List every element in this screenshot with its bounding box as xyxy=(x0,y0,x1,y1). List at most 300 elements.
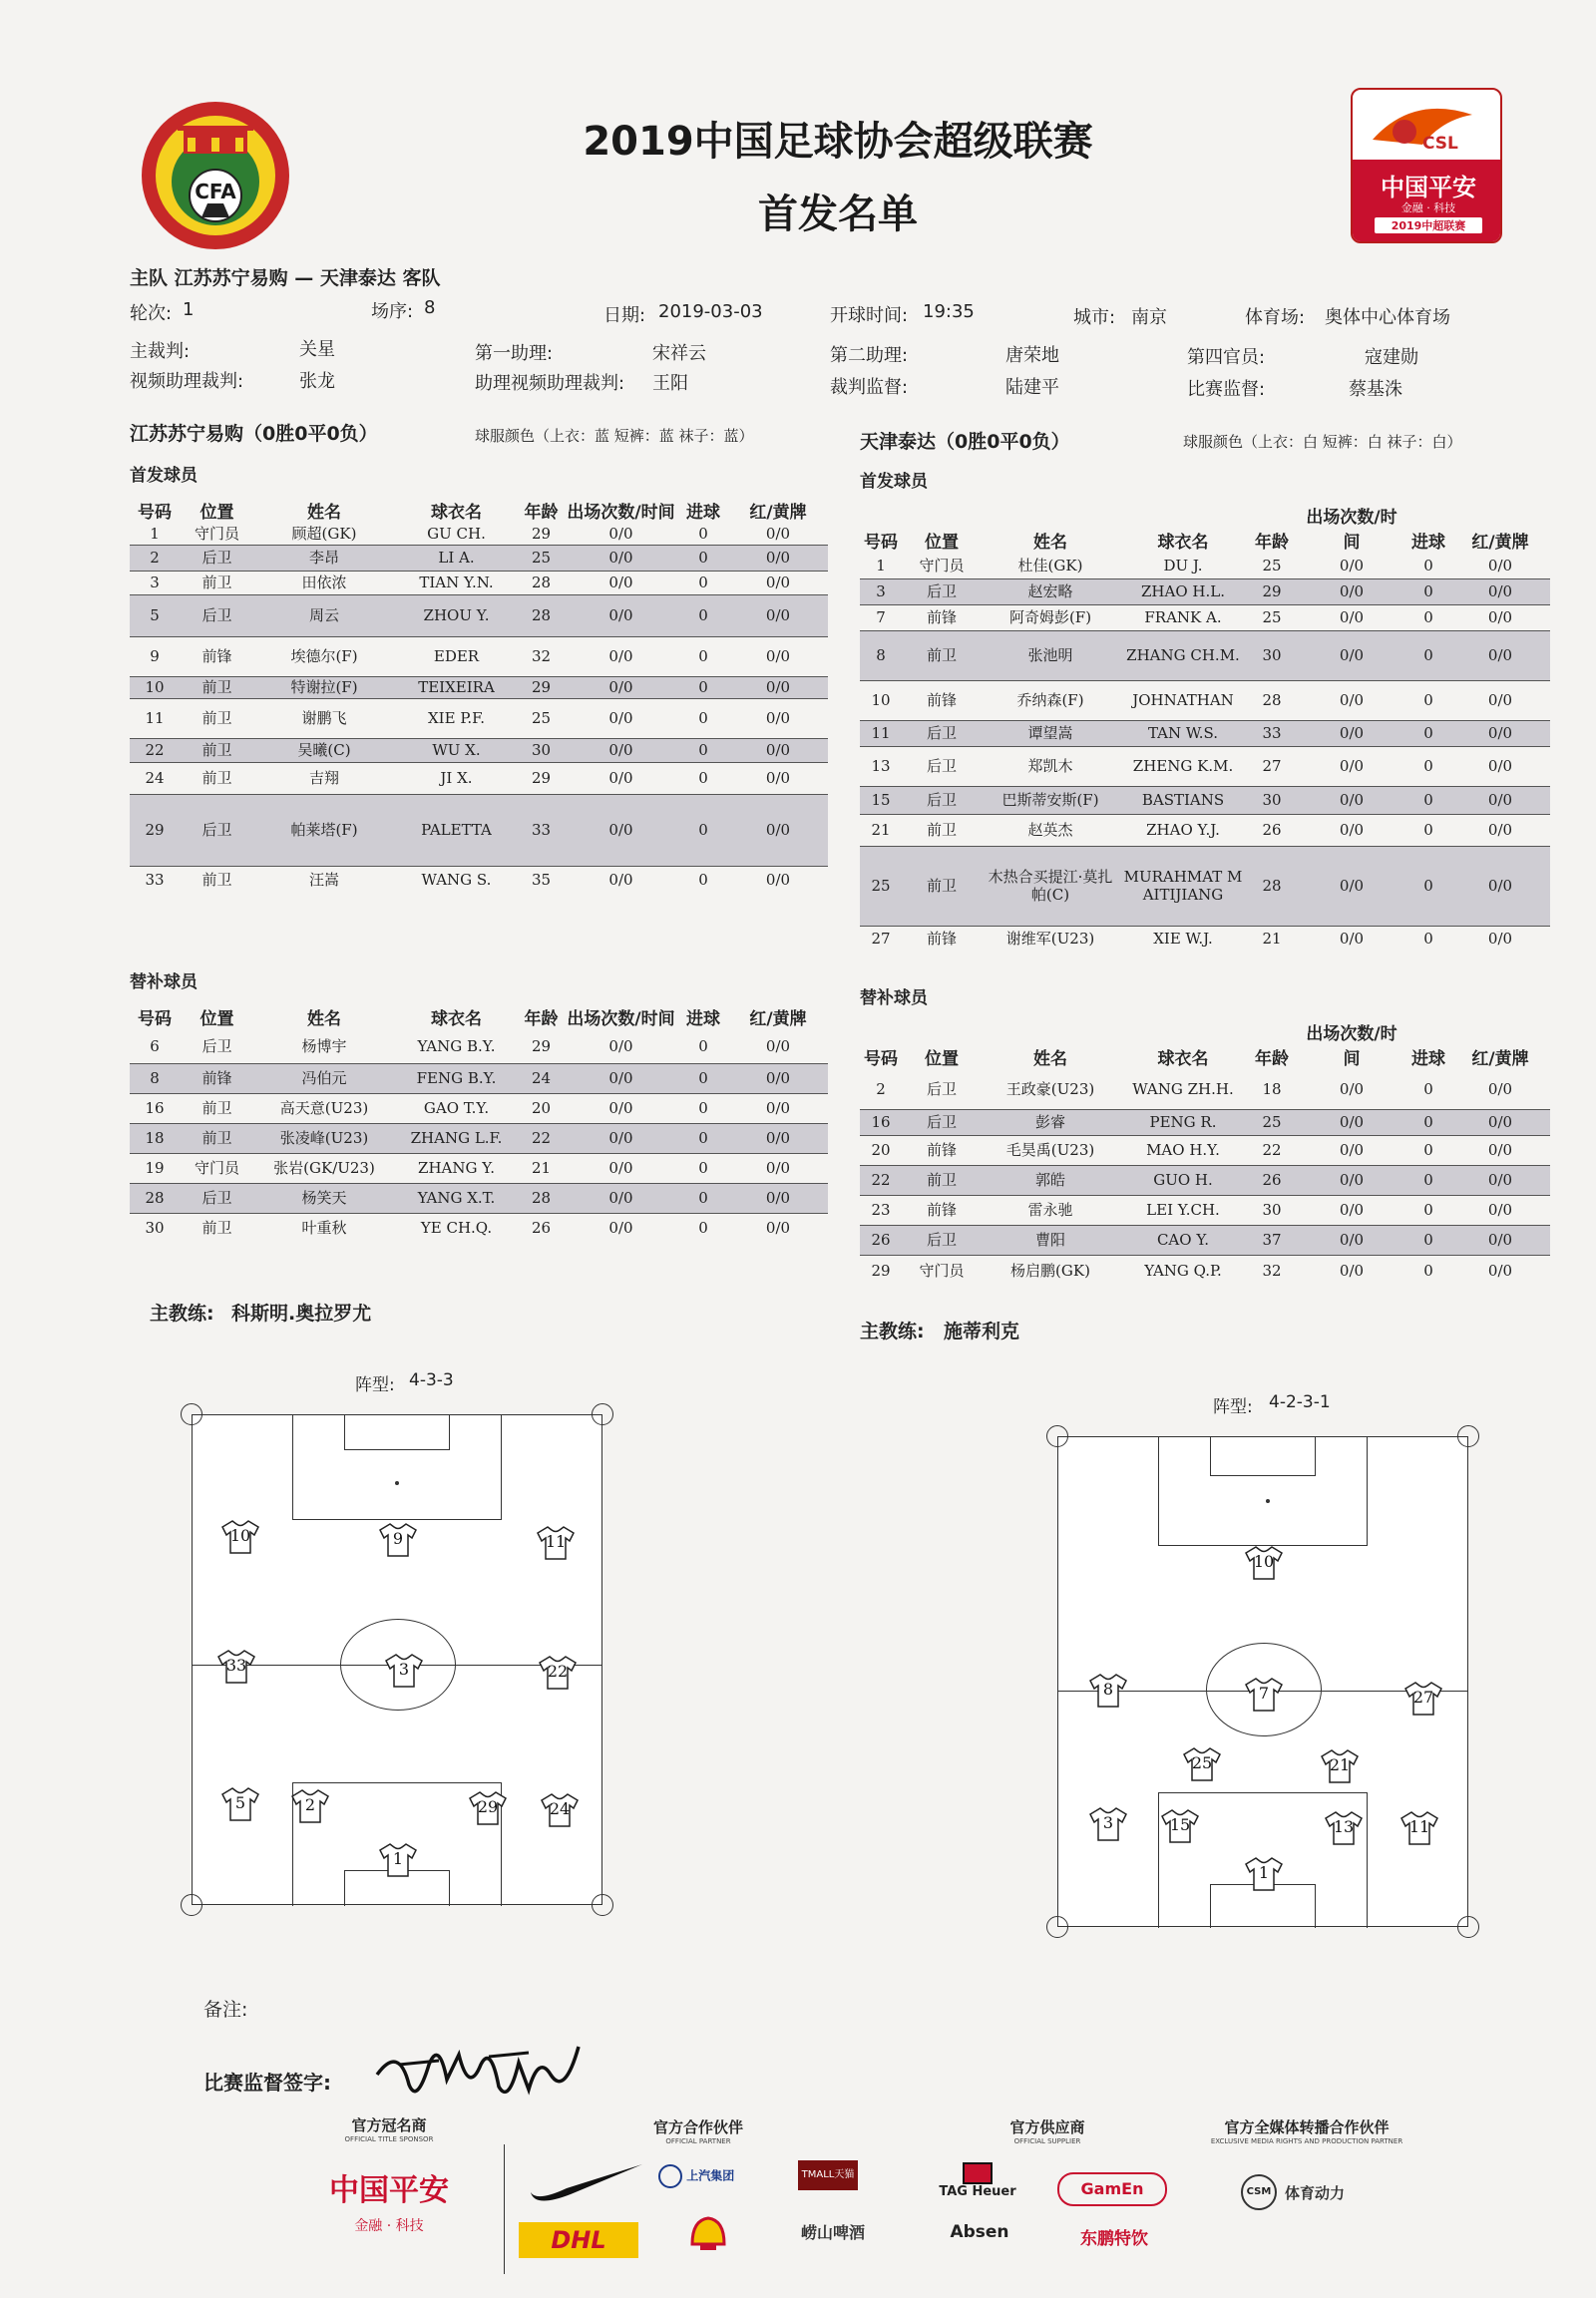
cell-goals: 0 xyxy=(1423,821,1433,839)
cell-goals: 0 xyxy=(678,545,728,571)
cell-name: 杨笑天 xyxy=(254,1183,394,1213)
cell-name: 谢维军(U23) xyxy=(1005,930,1095,949)
kickoff-label: 开球时间: xyxy=(830,305,909,326)
cell-cards: 0/0 xyxy=(1450,1109,1550,1135)
cell-apps: 0/0 xyxy=(564,1183,678,1213)
cell-number: 15 xyxy=(860,786,902,814)
avar-value: 王阳 xyxy=(652,373,688,394)
cell-shirt-name: YANG Q.P. xyxy=(1144,1262,1222,1281)
sponsor-supplier-caption-en: OFFICIAL SUPPLIER xyxy=(1013,2137,1081,2145)
cell-goals: 0 xyxy=(1423,930,1433,949)
cell-position: 前卫 xyxy=(201,769,232,787)
player-shirt-marker xyxy=(536,1525,576,1561)
sponsor-media xyxy=(1187,2116,1426,2145)
cell-cards: 0/0 xyxy=(1487,556,1513,574)
cell-shirt-name: MAO H.Y. xyxy=(1146,1141,1220,1159)
cell-number: 2 xyxy=(876,1079,886,1098)
cell-cards: 0/0 xyxy=(728,1183,828,1213)
laoshan-beer-logo: 崂山啤酒 xyxy=(800,2223,865,2242)
table-row xyxy=(860,720,1550,746)
player-shirt-marker xyxy=(378,1522,418,1558)
cell-cards: 0/0 xyxy=(1450,846,1550,926)
cell-apps: 0/0 xyxy=(564,545,678,571)
cell-goals: 0 xyxy=(1423,1079,1433,1098)
ar1-value: 宋祥云 xyxy=(652,343,706,364)
cell-age: 28 xyxy=(1247,846,1297,926)
referee-label: 主裁判: xyxy=(130,341,191,362)
cell-position: 前锋 xyxy=(926,930,957,949)
cell-number: 24 xyxy=(145,769,165,787)
page-subtitle: 首发名单 xyxy=(758,192,918,237)
page-title: 2019中国足球协会超级联赛 xyxy=(583,119,1093,165)
cell-age: 33 xyxy=(1247,720,1297,746)
cell-number: 16 xyxy=(860,1109,902,1135)
cell-cards: 0/0 xyxy=(1487,1141,1513,1159)
home-coach-name: 科斯明.奥拉罗尤 xyxy=(231,1303,372,1325)
cell-number: 1 xyxy=(876,556,886,574)
cell-shirt-name: XIE P.F. xyxy=(428,709,485,727)
away-kit-colors: 球服颜色（上衣：白 短裤：白 袜子：白） xyxy=(1183,433,1462,451)
cell-shirt-name: MURAHMAT MAITIJIANG xyxy=(1119,846,1247,926)
cell-age: 25 xyxy=(519,545,564,571)
city-label: 城市: xyxy=(1073,307,1116,328)
table-row xyxy=(860,746,1550,786)
cell-position: 前卫 xyxy=(180,676,254,698)
cell-number: 23 xyxy=(871,1201,891,1219)
cell-goals: 0 xyxy=(1406,1225,1450,1255)
tmall-logo: TMALL天猫 xyxy=(798,2160,858,2190)
cell-cards: 0/0 xyxy=(765,1219,791,1238)
cell-number: 3 xyxy=(860,578,902,604)
away-starters-label: 首发球员 xyxy=(860,472,928,492)
cell-apps: 0/0 xyxy=(608,524,633,543)
table-row xyxy=(860,1135,1550,1165)
away-subs-label: 替补球员 xyxy=(860,988,928,1008)
cell-shirt-name: ZHENG K.M. xyxy=(1132,757,1234,775)
ar1-label: 第一助理: xyxy=(475,343,554,364)
table-row xyxy=(860,630,1550,680)
cell-apps: 0/0 xyxy=(608,871,633,890)
col-header-shirt-name: 球衣名 xyxy=(1157,533,1209,553)
cell-cards: 0/0 xyxy=(765,1159,791,1177)
cell-goals: 0 xyxy=(698,1159,708,1177)
cell-cards: 0/0 xyxy=(765,524,791,543)
cell-name: 王政豪(U23) xyxy=(1005,1079,1095,1098)
player-shirt-number: 21 xyxy=(1329,1755,1351,1774)
table-row xyxy=(860,578,1550,604)
table-row xyxy=(130,866,828,894)
home-subs-label: 替补球员 xyxy=(130,972,198,992)
cell-name: 杜佳(GK) xyxy=(1017,556,1083,574)
table-row xyxy=(130,636,828,676)
cell-age: 30 xyxy=(519,738,564,762)
cell-shirt-name: YANG B.Y. xyxy=(417,1036,496,1055)
cell-name: 张岩(GK/U23) xyxy=(273,1159,375,1177)
player-shirt-number: 10 xyxy=(229,1526,251,1545)
cell-goals: 0 xyxy=(1406,1165,1450,1195)
cell-cards: 0/0 xyxy=(1450,786,1550,814)
cell-name: 郭皓 xyxy=(982,1165,1119,1195)
col-header-shirt-name: 球衣名 xyxy=(431,503,482,523)
away-coach-label: 主教练: xyxy=(860,1321,925,1342)
cell-name: 埃德尔(F) xyxy=(290,647,358,665)
home-formation-pitch xyxy=(192,1414,602,1905)
player-shirt-number: 1 xyxy=(392,1849,404,1868)
table-row xyxy=(860,786,1550,814)
tag-heuer-logo xyxy=(938,2162,1017,2199)
stadium-label: 体育场: xyxy=(1245,307,1306,328)
cell-position: 后卫 xyxy=(180,545,254,571)
cell-apps: 0/0 xyxy=(1297,578,1406,604)
away-team-name: 天津泰达（0胜0平0负） xyxy=(860,431,1070,453)
sponsor-partner-caption-en: OFFICIAL PARTNER xyxy=(665,2137,731,2145)
player-shirt-marker xyxy=(290,1788,330,1824)
table-row xyxy=(130,523,828,545)
cell-position: 守门员 xyxy=(919,1262,965,1281)
cell-shirt-name: LEI Y.CH. xyxy=(1146,1201,1220,1219)
cell-position: 前锋 xyxy=(926,1141,957,1159)
cell-goals: 0 xyxy=(1423,1201,1433,1219)
cell-age: 30 xyxy=(1262,1201,1282,1219)
cell-name: 阿奇姆彭(F) xyxy=(1008,608,1092,626)
cell-age: 21 xyxy=(531,1159,552,1177)
cell-number: 10 xyxy=(130,676,180,698)
cell-number: 19 xyxy=(145,1159,165,1177)
cell-number: 11 xyxy=(145,709,165,727)
cell-goals: 0 xyxy=(1423,691,1433,709)
cell-shirt-name: JI X. xyxy=(440,769,473,787)
cell-age: 29 xyxy=(1247,578,1297,604)
cell-cards: 0/0 xyxy=(765,1036,791,1055)
cell-name: 巴斯蒂安斯(F) xyxy=(982,786,1119,814)
nike-swoosh-icon xyxy=(527,2162,646,2202)
cell-position: 后卫 xyxy=(902,578,982,604)
cell-apps: 0/0 xyxy=(1297,630,1406,680)
cell-shirt-name: GU CH. xyxy=(427,524,486,543)
cell-goals: 0 xyxy=(698,769,708,787)
cell-age: 18 xyxy=(1262,1079,1282,1098)
cell-number: 1 xyxy=(150,524,160,543)
csm-logo: CSM xyxy=(1241,2174,1277,2210)
fourth-label: 第四官员: xyxy=(1187,347,1266,368)
cell-cards: 0/0 xyxy=(728,594,828,636)
cell-age: 29 xyxy=(531,769,552,787)
cell-cards: 0/0 xyxy=(728,1063,828,1093)
cell-cards: 0/0 xyxy=(1487,821,1513,839)
cell-name: 张凌峰(U23) xyxy=(254,1123,394,1153)
player-shirt-number: 8 xyxy=(1102,1680,1114,1699)
cell-position: 后卫 xyxy=(180,1183,254,1213)
cell-name: 冯伯元 xyxy=(254,1063,394,1093)
table-row xyxy=(130,1063,828,1093)
sponsor-media-caption: 官方全媒体转播合作伙伴 xyxy=(1224,2118,1390,2136)
cell-cards: 0/0 xyxy=(728,738,828,762)
player-shirt-number: 27 xyxy=(1412,1688,1434,1707)
gamen-logo: GamEn xyxy=(1057,2172,1167,2206)
cell-shirt-name: XIE W.J. xyxy=(1153,930,1213,949)
table-row xyxy=(860,1165,1550,1195)
cell-name: 吴曦(C) xyxy=(254,738,394,762)
cell-age: 29 xyxy=(519,676,564,698)
cell-position: 前卫 xyxy=(201,1219,232,1238)
cell-name: 木热合买提江·莫扎帕(C) xyxy=(982,846,1119,926)
match-line: 主队 江苏苏宁易购 — 天津泰达 客队 xyxy=(130,267,441,289)
cell-name: 杨博宇 xyxy=(301,1036,347,1055)
sponsor-partners xyxy=(519,2116,918,2145)
player-shirt-marker xyxy=(216,1649,256,1685)
cell-shirt-name: ZHAO H.L. xyxy=(1119,578,1247,604)
sponsor-title xyxy=(299,2114,479,2235)
cell-position: 后卫 xyxy=(926,1079,957,1098)
col-header-cards: 红/黄牌 xyxy=(749,1009,807,1029)
cell-position: 后卫 xyxy=(180,594,254,636)
cell-age: 21 xyxy=(1262,930,1282,949)
player-shirt-marker xyxy=(1244,1677,1284,1713)
cell-apps: 0/0 xyxy=(1339,757,1365,775)
cell-position: 前卫 xyxy=(180,738,254,762)
table-row xyxy=(130,794,828,866)
table-row xyxy=(130,1123,828,1153)
cell-name: 田依浓 xyxy=(301,574,347,591)
cell-apps: 0/0 xyxy=(608,1219,633,1238)
csl-badge-brand-sub: 金融 · 科技 xyxy=(1400,201,1456,214)
table-header-row xyxy=(130,1003,828,1029)
cell-shirt-name: BASTIANS xyxy=(1119,786,1247,814)
player-shirt-number: 10 xyxy=(1253,1552,1275,1571)
away-formation-label: 阵型: xyxy=(1213,1397,1253,1417)
cell-shirt-name: PALETTA xyxy=(394,794,519,866)
cell-apps: 0/0 xyxy=(1339,1262,1365,1281)
col-header-goals: 进球 xyxy=(1411,1049,1445,1069)
cell-age: 30 xyxy=(1247,786,1297,814)
pingan-logo-sub: 金融 · 科技 xyxy=(354,2218,424,2234)
cell-position: 前锋 xyxy=(926,1201,957,1219)
cell-shirt-name: DU J. xyxy=(1163,556,1203,574)
cell-name: 谭望嵩 xyxy=(982,720,1119,746)
cell-age: 28 xyxy=(519,1183,564,1213)
home-formation-value: 4-3-3 xyxy=(409,1370,454,1390)
cell-age: 37 xyxy=(1247,1225,1297,1255)
player-shirt-marker xyxy=(384,1653,424,1689)
col-header-goals: 进球 xyxy=(1411,533,1445,553)
cell-age: 20 xyxy=(531,1099,552,1117)
player-shirt-number: 3 xyxy=(1102,1813,1114,1832)
cell-goals: 0 xyxy=(1406,630,1450,680)
cell-number: 20 xyxy=(871,1141,891,1159)
cell-position: 前卫 xyxy=(902,1165,982,1195)
table-row xyxy=(130,1153,828,1183)
player-shirt-marker xyxy=(538,1655,578,1691)
cell-age: 35 xyxy=(531,871,552,890)
player-shirt-number: 13 xyxy=(1333,1817,1355,1836)
ar2-label: 第二助理: xyxy=(830,345,909,366)
cell-apps: 0/0 xyxy=(1339,608,1365,626)
cell-position: 后卫 xyxy=(902,1225,982,1255)
col-header-cards: 红/黄牌 xyxy=(1471,533,1529,553)
cell-goals: 0 xyxy=(1423,757,1433,775)
cell-apps: 0/0 xyxy=(608,574,633,591)
player-shirt-marker xyxy=(1320,1748,1360,1784)
cell-age: 26 xyxy=(531,1219,552,1238)
col-header-number: 号码 xyxy=(864,533,898,553)
table-row xyxy=(130,762,828,794)
cell-position: 后卫 xyxy=(902,720,982,746)
col-header-cards: 红/黄牌 xyxy=(749,503,807,523)
cell-number: 8 xyxy=(860,630,902,680)
cell-number: 13 xyxy=(871,757,891,775)
cell-shirt-name: WANG ZH.H. xyxy=(1132,1079,1234,1098)
cell-goals: 0 xyxy=(698,1036,708,1055)
cell-cards: 0/0 xyxy=(1487,608,1513,626)
table-row xyxy=(860,1195,1550,1225)
player-shirt-marker xyxy=(378,1842,418,1878)
table-row xyxy=(130,545,828,571)
cell-number: 3 xyxy=(150,574,160,591)
player-shirt-number: 9 xyxy=(392,1529,404,1548)
cell-shirt-name: TEIXEIRA xyxy=(394,676,519,698)
player-shirt-number: 5 xyxy=(234,1793,246,1812)
col-header-age: 年龄 xyxy=(524,1009,559,1029)
cell-goals: 0 xyxy=(1423,608,1433,626)
player-shirt-marker xyxy=(468,1790,508,1826)
cell-apps: 0/0 xyxy=(564,676,678,698)
ar2-value: 唐荣地 xyxy=(1005,345,1059,366)
cell-goals: 0 xyxy=(678,594,728,636)
cell-cards: 0/0 xyxy=(1487,691,1513,709)
cell-cards: 0/0 xyxy=(765,709,791,727)
saic-logo-text: 上汽集团 xyxy=(686,2168,735,2183)
tag-heuer-logo-text: TAG Heuer xyxy=(939,2184,1016,2199)
pingan-logo: 中国平安 xyxy=(329,2173,449,2208)
cell-number: 26 xyxy=(860,1225,902,1255)
cell-apps: 0/0 xyxy=(608,1099,633,1117)
cell-age: 26 xyxy=(1247,1165,1297,1195)
cell-name: 张池明 xyxy=(982,630,1119,680)
cell-cards: 0/0 xyxy=(1450,630,1550,680)
cell-apps: 0/0 xyxy=(564,1063,678,1093)
cell-cards: 0/0 xyxy=(1487,1262,1513,1281)
round-value: 1 xyxy=(183,299,195,320)
player-shirt-number: 29 xyxy=(477,1797,499,1816)
absen-logo: Absen xyxy=(950,2222,1009,2242)
cell-position: 前锋 xyxy=(926,691,957,709)
col-header-name: 姓名 xyxy=(307,503,341,523)
cell-age: 28 xyxy=(531,574,552,591)
player-shirt-marker xyxy=(220,1786,260,1822)
cell-name: 彭睿 xyxy=(982,1109,1119,1135)
cell-goals: 0 xyxy=(678,1123,728,1153)
sponsor-supplier-caption: 官方供应商 xyxy=(1009,2118,1085,2136)
table-row xyxy=(860,814,1550,846)
cell-apps: 0/0 xyxy=(1339,691,1365,709)
cell-shirt-name: WANG S. xyxy=(421,871,492,890)
cell-goals: 0 xyxy=(678,794,728,866)
cell-name: 吉翔 xyxy=(308,769,339,787)
cell-goals: 0 xyxy=(698,1099,708,1117)
col-header-shirt-name: 球衣名 xyxy=(431,1009,482,1029)
cell-name: 毛昊禹(U23) xyxy=(1005,1141,1095,1159)
cell-position: 前卫 xyxy=(902,846,982,926)
csl-badge-text: CSL xyxy=(1422,134,1458,154)
sponsor-partner-caption: 官方合作伙伴 xyxy=(652,2118,743,2136)
player-shirt-number: 1 xyxy=(1258,1863,1270,1882)
cell-position: 守门员 xyxy=(194,1159,239,1177)
saic-logo xyxy=(658,2164,768,2188)
cell-age: 24 xyxy=(519,1063,564,1093)
cell-name: 杨启鹏(GK) xyxy=(1010,1262,1090,1281)
cell-apps: 0/0 xyxy=(564,594,678,636)
cell-apps: 0/0 xyxy=(608,709,633,727)
cell-age: 29 xyxy=(531,1036,552,1055)
player-shirt-marker xyxy=(1244,1856,1284,1892)
player-shirt-marker xyxy=(1403,1681,1443,1717)
cell-position: 后卫 xyxy=(926,757,957,775)
cell-number: 33 xyxy=(145,871,165,890)
player-shirt-marker xyxy=(1160,1808,1200,1844)
cell-position: 前锋 xyxy=(180,1063,254,1093)
sponsor-title-caption-en: OFFICIAL TITLE SPONSOR xyxy=(344,2135,434,2143)
col-header-age: 年龄 xyxy=(524,503,559,523)
cell-cards: 0/0 xyxy=(1450,1165,1550,1195)
cell-shirt-name: ZHANG CH.M. xyxy=(1119,630,1247,680)
city-value: 南京 xyxy=(1131,307,1167,328)
cfa-logo xyxy=(140,100,291,251)
cell-age: 32 xyxy=(1262,1262,1282,1281)
cell-age: 32 xyxy=(531,647,552,665)
cell-apps: 0/0 xyxy=(608,1036,633,1055)
var-value: 张龙 xyxy=(299,371,335,392)
cell-apps: 0/0 xyxy=(1297,1165,1406,1195)
csl-badge xyxy=(1351,88,1502,243)
player-shirt-number: 11 xyxy=(545,1532,567,1551)
cell-apps: 0/0 xyxy=(564,794,678,866)
cell-age: 22 xyxy=(519,1123,564,1153)
cell-age: 27 xyxy=(1262,757,1282,775)
col-header-apps: 出场次数/时间 xyxy=(1306,508,1397,553)
cell-cards: 0/0 xyxy=(765,769,791,787)
cell-shirt-name: GUO H. xyxy=(1119,1165,1247,1195)
cell-age: 25 xyxy=(1262,556,1282,574)
remarks-label: 备注: xyxy=(203,1999,248,2021)
cell-number: 25 xyxy=(860,846,902,926)
cell-name: 李昂 xyxy=(254,545,394,571)
cell-name: 赵英杰 xyxy=(1027,821,1073,839)
away-coach-name: 施蒂利克 xyxy=(944,1321,1020,1342)
table-row xyxy=(860,1225,1550,1255)
var-label: 视频助理裁判: xyxy=(130,371,244,392)
cell-goals: 0 xyxy=(698,709,708,727)
cell-apps: 0/0 xyxy=(1297,720,1406,746)
table-row xyxy=(130,698,828,738)
cell-cards: 0/0 xyxy=(728,794,828,866)
cell-name: 帕莱塔(F) xyxy=(254,794,394,866)
sponsor-title-caption: 官方冠名商 xyxy=(351,2116,427,2134)
cell-cards: 0/0 xyxy=(765,574,791,591)
tiyu-dongli-logo: 体育动力 xyxy=(1285,2184,1346,2202)
round-label: 轮次: xyxy=(130,303,173,324)
cell-shirt-name: ZHANG L.F. xyxy=(394,1123,519,1153)
cell-shirt-name: FRANK A. xyxy=(1144,608,1222,626)
cell-name: 雷永驰 xyxy=(1027,1201,1073,1219)
csl-badge-league: 2019中超联赛 xyxy=(1375,217,1482,233)
cell-name: 郑凯木 xyxy=(1027,757,1073,775)
avar-label: 助理视频助理裁判: xyxy=(475,373,625,394)
dhl-logo: DHL xyxy=(519,2222,638,2258)
cell-name: 周云 xyxy=(254,594,394,636)
cell-position: 前卫 xyxy=(201,574,232,591)
cell-shirt-name: GAO T.Y. xyxy=(423,1099,490,1117)
cell-position: 守门员 xyxy=(194,524,239,543)
